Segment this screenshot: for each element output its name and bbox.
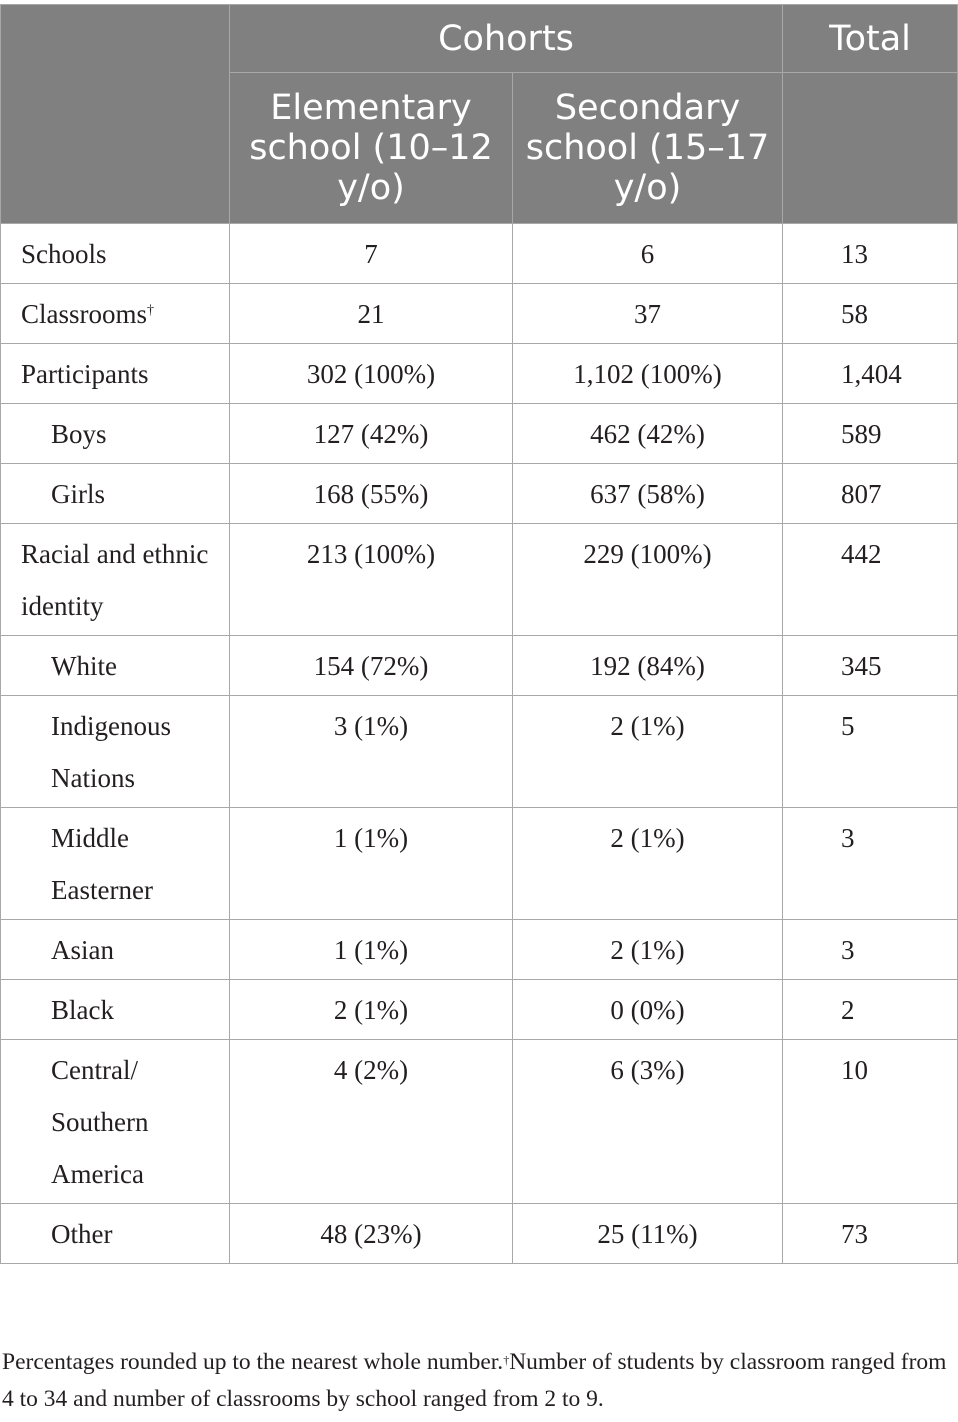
row-label-text: Classrooms	[21, 299, 148, 329]
cell-secondary: 6 (3%)	[513, 1040, 783, 1204]
row-label-text: Other	[51, 1219, 113, 1249]
cell-elementary: 1 (1%)	[230, 920, 513, 980]
header-elementary: Elementary school (10–12 y/o)	[230, 73, 513, 224]
cell-secondary: 462 (42%)	[513, 404, 783, 464]
row-label	[1, 1204, 230, 1264]
classroom-footnote-mark: †	[147, 303, 155, 318]
table-row	[1, 696, 958, 808]
cell-secondary: 2 (1%)	[513, 808, 783, 920]
table-row	[1, 224, 958, 284]
cell-elementary: 4 (2%)	[230, 1040, 513, 1204]
table-row	[1, 980, 958, 1040]
cell-total: 3	[783, 920, 958, 980]
cell-total: 73	[783, 1204, 958, 1264]
row-label-text: Black	[51, 995, 114, 1025]
cell-elementary: 1 (1%)	[230, 808, 513, 920]
table-row	[1, 344, 958, 404]
footnote-text-1: Percentages rounded up to the nearest whole number.	[2, 1349, 504, 1375]
row-label	[1, 224, 230, 284]
table-row	[1, 404, 958, 464]
row-label-text: Schools	[21, 239, 107, 269]
cell-secondary: 192 (84%)	[513, 636, 783, 696]
header-cohorts: Cohorts	[230, 5, 783, 73]
cell-secondary: 637 (58%)	[513, 464, 783, 524]
cell-elementary: 154 (72%)	[230, 636, 513, 696]
cell-total: 807	[783, 464, 958, 524]
table-row	[1, 524, 958, 636]
cell-total: 5	[783, 696, 958, 808]
cell-total: 13	[783, 224, 958, 284]
row-label-text: Central/ Southern America	[51, 1055, 149, 1189]
cell-elementary: 213 (100%)	[230, 524, 513, 636]
row-label	[1, 1040, 230, 1204]
row-label	[1, 696, 230, 808]
row-label-text: Participants	[21, 359, 149, 389]
cell-total: 589	[783, 404, 958, 464]
table-row	[1, 1204, 958, 1264]
header-total-blank	[783, 73, 958, 224]
table-row	[1, 920, 958, 980]
cell-elementary: 302 (100%)	[230, 344, 513, 404]
table-body	[1, 224, 958, 1264]
header-corner	[1, 5, 230, 224]
header-secondary: Secondary school (15–17 y/o)	[513, 73, 783, 224]
cell-secondary: 25 (11%)	[513, 1204, 783, 1264]
row-label	[1, 284, 230, 344]
cell-secondary: 0 (0%)	[513, 980, 783, 1040]
cell-secondary: 37	[513, 284, 783, 344]
footnote-text-2: Number of students by classroom ranged from 4 to 34 and number of classrooms by school ranged from 2 to 9.	[2, 1349, 947, 1412]
table-row	[1, 284, 958, 344]
row-label-text: Racial and ethnic identity	[21, 539, 209, 621]
cell-total: 1,404	[783, 344, 958, 404]
row-label-text: Boys	[51, 419, 107, 449]
row-label	[1, 636, 230, 696]
cell-total: 2	[783, 980, 958, 1040]
table-row	[1, 1040, 958, 1204]
row-label	[1, 808, 230, 920]
cell-secondary: 1,102 (100%)	[513, 344, 783, 404]
cell-total: 442	[783, 524, 958, 636]
cell-secondary: 229 (100%)	[513, 524, 783, 636]
row-label-text: Indigenous Nations	[51, 711, 171, 793]
cell-elementary: 48 (23%)	[230, 1204, 513, 1264]
row-label	[1, 404, 230, 464]
row-label	[1, 464, 230, 524]
row-label-text: Girls	[51, 479, 105, 509]
cell-elementary: 2 (1%)	[230, 980, 513, 1040]
demographics-table	[0, 4, 958, 1264]
cell-secondary: 2 (1%)	[513, 920, 783, 980]
cell-secondary: 2 (1%)	[513, 696, 783, 808]
cell-total: 58	[783, 284, 958, 344]
cell-total: 345	[783, 636, 958, 696]
row-label	[1, 524, 230, 636]
header-total: Total	[783, 5, 958, 73]
footnote-dagger: †	[503, 1353, 510, 1367]
row-label	[1, 920, 230, 980]
cell-elementary: 7	[230, 224, 513, 284]
row-label-text: Middle Easterner	[51, 823, 153, 905]
table-row	[1, 808, 958, 920]
cell-secondary: 6	[513, 224, 783, 284]
cell-elementary: 127 (42%)	[230, 404, 513, 464]
cell-elementary: 3 (1%)	[230, 696, 513, 808]
cell-elementary: 168 (55%)	[230, 464, 513, 524]
table-footnote	[2, 1344, 958, 1418]
table-row	[1, 464, 958, 524]
cell-total: 3	[783, 808, 958, 920]
cell-total: 10	[783, 1040, 958, 1204]
row-label	[1, 344, 230, 404]
row-label-text: Asian	[51, 935, 114, 965]
cell-elementary: 21	[230, 284, 513, 344]
row-label	[1, 980, 230, 1040]
table-row	[1, 636, 958, 696]
row-label-text: White	[51, 651, 117, 681]
